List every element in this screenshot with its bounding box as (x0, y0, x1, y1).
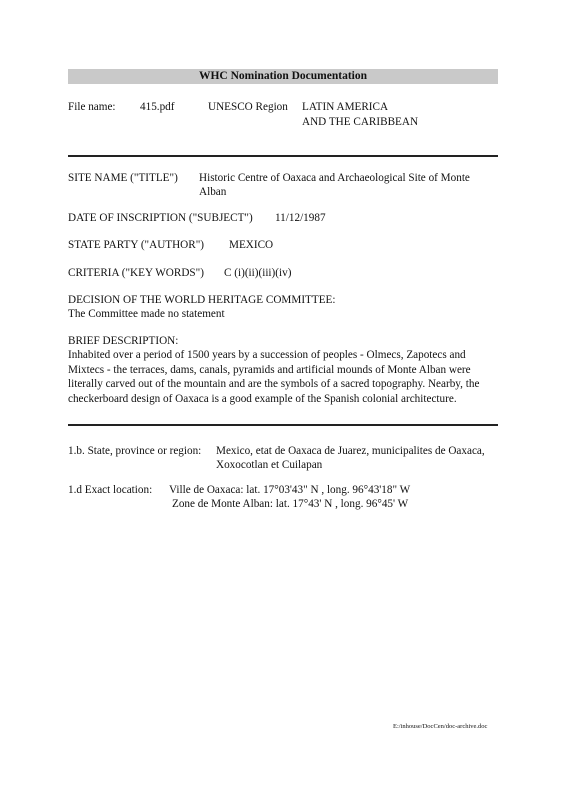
criteria-label: CRITERIA ("KEY WORDS") (68, 267, 204, 279)
brief-description-heading: BRIEF DESCRIPTION: (68, 335, 179, 347)
inscription-label: DATE OF INSCRIPTION ("SUBJECT") (68, 212, 253, 224)
decision-heading: DECISION OF THE WORLD HERITAGE COMMITTEE: (68, 294, 336, 306)
state-party-label: STATE PARTY ("AUTHOR") (68, 239, 205, 251)
file-name-label: File name: (68, 101, 116, 113)
province-label: 1.b. State, province or region: (68, 445, 202, 457)
province-line1: Mexico, etat de Oaxaca de Juarez, municipalites de Oaxaca, (216, 445, 485, 457)
state-party-value: MEXICO (229, 239, 274, 251)
site-name-line1: Historic Centre of Oaxaca and Archaeological Site of Monte (199, 172, 470, 184)
exact-location-line2: Zone de Monte Alban: lat. 17°43' N , long. 96°45' W (172, 498, 409, 510)
region-label: UNESCO Region (208, 101, 288, 113)
section-divider-top (68, 155, 498, 157)
exact-location-line1: Ville de Oaxaca: lat. 17°03'43" N , long. 96°43'18" W (169, 484, 411, 496)
footer-file-path: E:/inhouse/DocCen/doc-archive.doc (393, 723, 488, 730)
criteria-value: C (i)(ii)(iii)(iv) (224, 267, 292, 279)
decision-text: The Committee made no statement (68, 308, 225, 320)
inscription-value: 11/12/1987 (275, 212, 326, 224)
document-title: WHC Nomination Documentation (68, 69, 498, 84)
region-value-line2: AND THE CARIBBEAN (302, 116, 419, 128)
province-line2: Xoxocotlan et Cuilapan (216, 459, 323, 471)
brief-description-text: Inhabited over a period of 1500 years by a succession of peoples - Olmecs, Zapotecs and Mixtecs - the terraces, dams, canals, pyramids and artificial mounds of Monte Alban were literally carved out of the mountain and are the symbols of a sacred topography. Nearby, the checkerboard design of Oaxaca is a good example of the Spanish colonial architecture. (68, 349, 480, 405)
section-divider-bottom (68, 424, 498, 426)
region-value-line1: LATIN AMERICA (302, 101, 389, 113)
site-name-label: SITE NAME ("TITLE") (68, 172, 178, 184)
site-name-line2: Alban (199, 186, 227, 198)
file-name-value: 415.pdf (140, 101, 175, 113)
exact-location-label: 1.d Exact location: (68, 484, 153, 496)
